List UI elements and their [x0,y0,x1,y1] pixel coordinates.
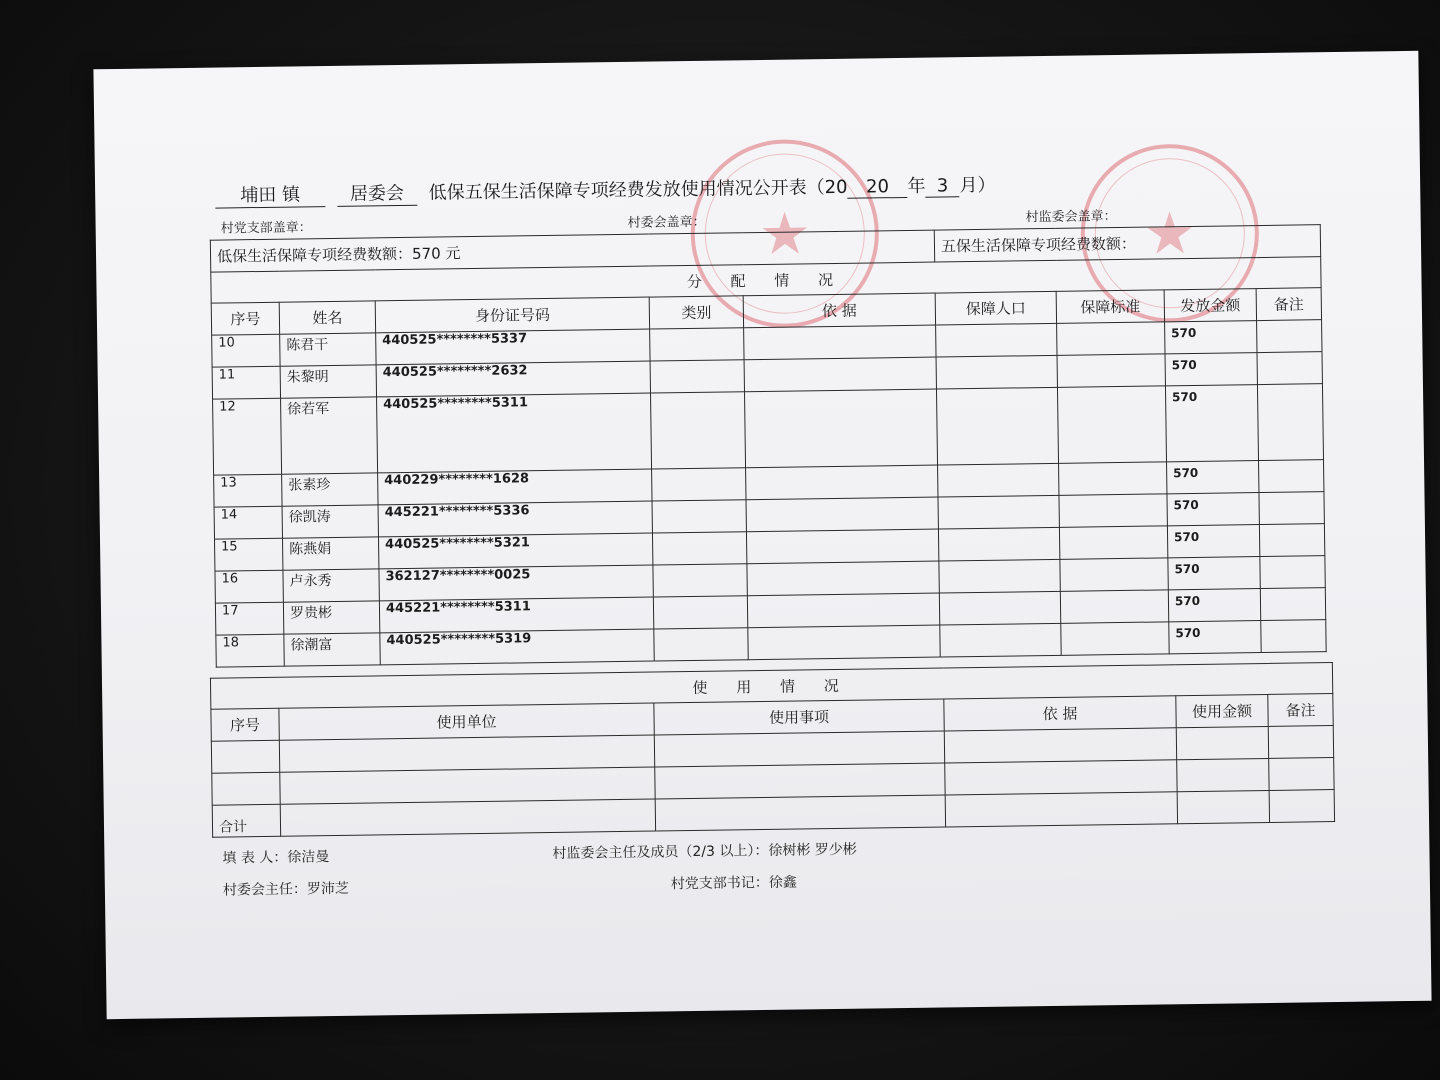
column-header: 保障人口 [935,291,1056,325]
form-filler: 填 表 人：徐洁曼 [222,849,330,867]
distribution-table [210,224,1327,667]
column-header: 依 据 [944,696,1176,731]
dibao-fund-amount: 低保生活保障专项经费数额：570 元 [210,230,934,272]
wubao-fund-amount: 五保生活保障专项经费数额： [934,225,1320,262]
row-amount: 570 [1165,353,1257,386]
title-month-suffix: 月） [959,174,996,197]
row-name: 陈君干 [280,333,376,366]
row-name: 罗贵彬 [283,601,379,634]
row-id-number: 440525********5319 [380,629,654,665]
column-header: 备注 [1268,694,1333,727]
usage-table [210,662,1335,838]
party-secretary: 村党支部书记：徐鑫 [670,874,797,893]
title-month: 3 [925,175,959,197]
row-number: 11 [212,366,280,399]
row-amount: 570 [1167,461,1259,494]
title-committee: 居委会 [337,179,417,207]
row-number: 18 [216,634,284,667]
row-name: 陈燕娟 [282,537,378,570]
row-amount: 570 [1168,557,1260,590]
row-amount: 570 [1165,321,1257,354]
row-id-number: 445221********5336 [378,501,652,537]
column-header: 使用金额 [1176,694,1268,727]
row-id-number: 440525********5321 [378,533,652,569]
row-name: 徐潮富 [284,633,380,666]
total-label: 合计 [212,804,280,837]
row-id-number: 440525********5311 [377,393,652,473]
row-number: 17 [215,602,283,635]
column-header: 姓名 [279,301,375,334]
column-header: 序号 [211,302,279,335]
village-committee-seal-label: 村委会盖章： [627,214,706,231]
party-branch-seal-label: 村党支部盖章： [220,220,312,237]
title-year-suffix: 年 [907,175,926,197]
column-header: 依 据 [743,293,935,328]
distribution-section-title: 分 配 情 况 [211,257,1321,303]
row-id-number: 362127********0025 [379,565,653,601]
row-number: 10 [212,334,280,367]
row-id-number: 440525********5337 [376,329,650,365]
supervision-members: 村监委会主任及成员（2/3 以上）：徐树彬 罗少彬 [552,841,857,862]
row-number: 13 [214,474,282,507]
document-paper [93,51,1431,1019]
column-header: 保障标准 [1056,290,1164,324]
column-header: 发放金额 [1164,289,1256,322]
column-header: 身份证号码 [375,297,649,333]
row-amount: 570 [1167,493,1259,526]
row-amount: 570 [1167,525,1259,558]
column-header: 备注 [1256,288,1321,321]
row-name: 徐若军 [281,397,378,474]
row-amount: 570 [1169,621,1261,654]
row-amount: 570 [1165,385,1258,462]
title-main: 低保五保生活保障专项经费发放使用情况公开表（20 [428,176,848,204]
row-number: 16 [215,570,283,603]
row-name: 卢永秀 [283,569,379,602]
committee-director: 村委会主任：罗沛芝 [222,880,350,899]
usage-section-title: 使 用 情 况 [210,663,1332,710]
column-header: 序号 [211,708,279,741]
column-header: 类别 [649,296,743,329]
row-amount: 570 [1168,589,1260,622]
star-icon: ★ [758,199,812,269]
supervision-seal-label: 村监委会盖章： [1025,209,1117,226]
row-number: 15 [215,538,283,571]
column-header: 使用单位 [279,703,654,740]
row-id-number: 440229********1628 [378,469,652,505]
row-number: 14 [214,506,282,539]
row-name: 张素珍 [282,473,378,506]
row-name: 朱黎明 [280,365,376,398]
title-year: 20 [847,176,907,199]
row-number: 12 [213,398,282,475]
row-name: 徐凯涛 [282,505,378,538]
star-icon: ★ [1143,198,1197,268]
column-header: 使用事项 [654,699,944,735]
row-id-number: 440525********2632 [376,361,650,397]
row-id-number: 445221********5311 [379,597,653,633]
title-town: 埔田 镇 [215,180,325,209]
